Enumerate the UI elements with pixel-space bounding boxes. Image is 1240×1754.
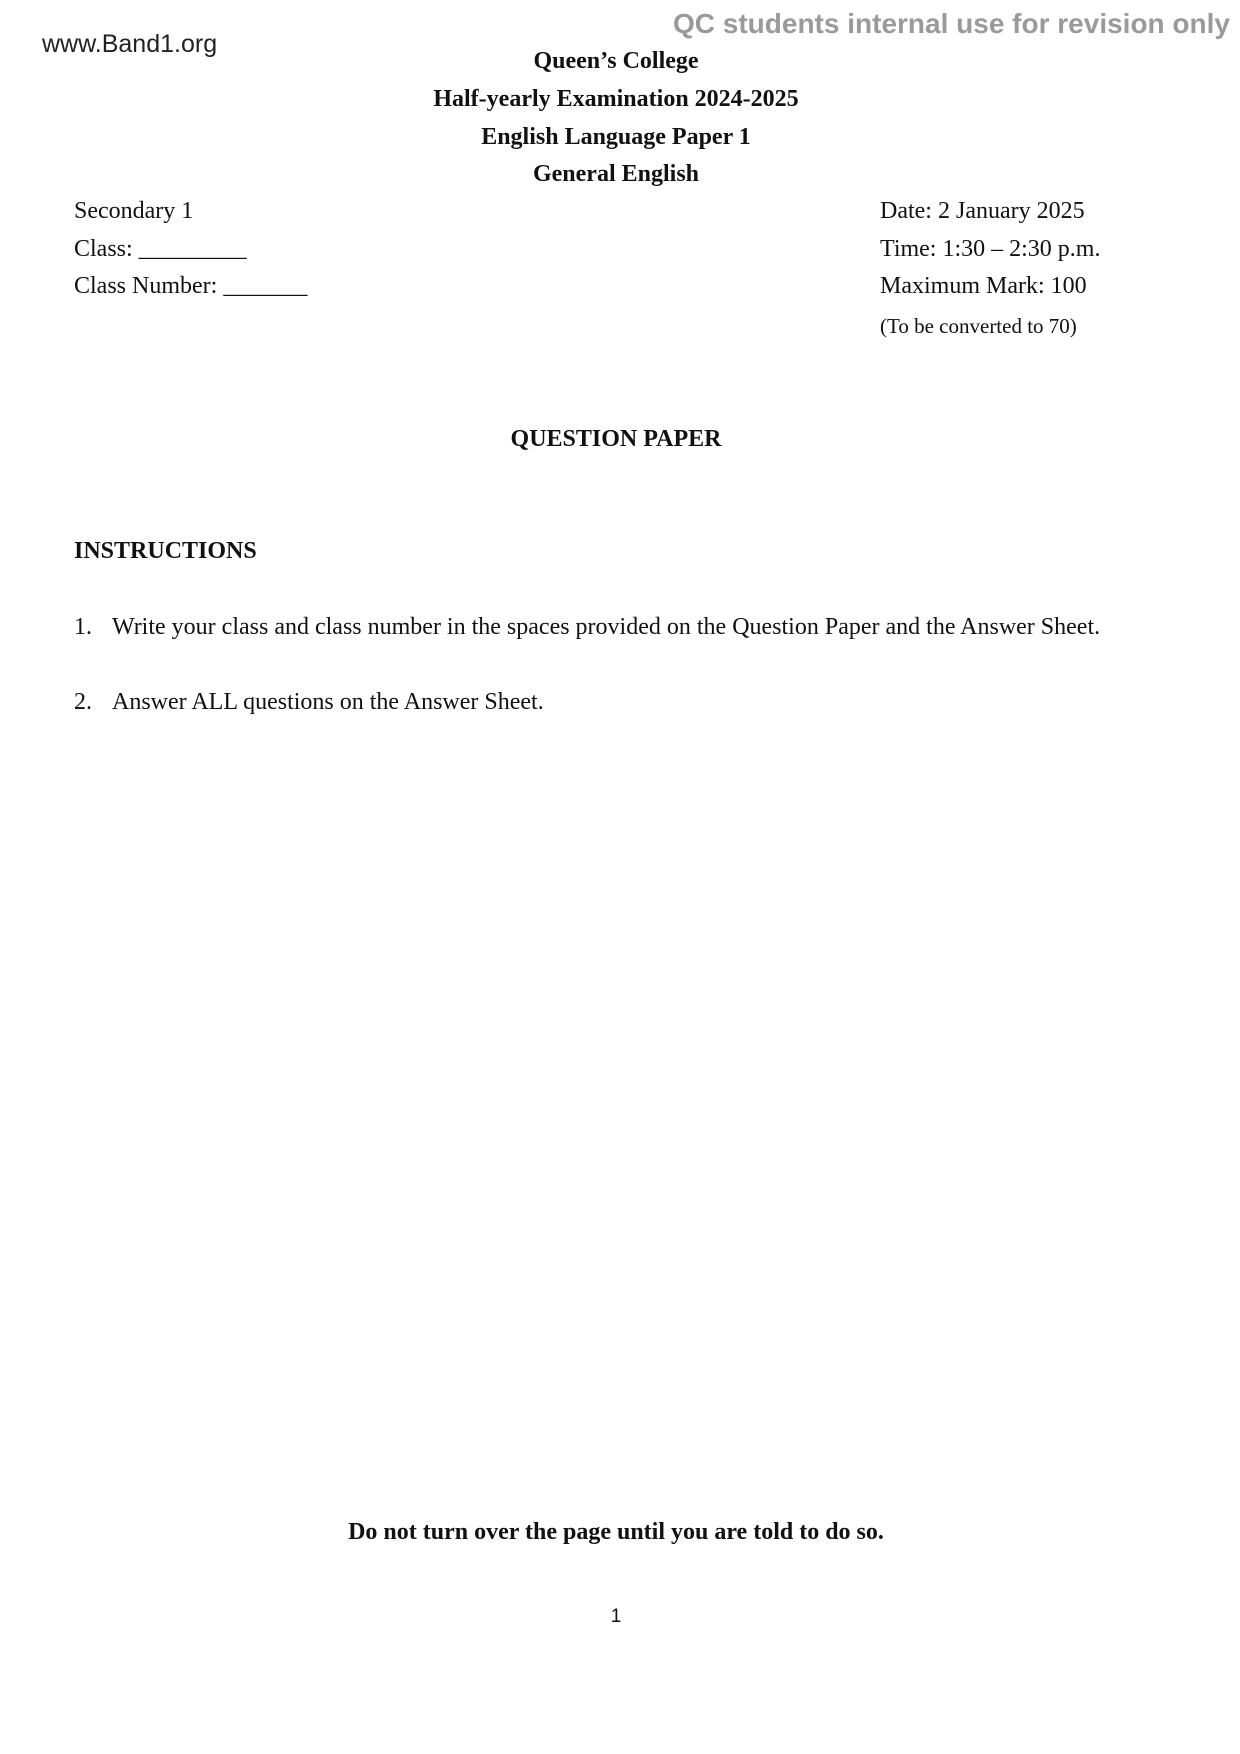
question-paper-heading: QUESTION PAPER <box>510 426 722 452</box>
instruction-number: 2. <box>74 689 92 715</box>
maximum-mark: Maximum Mark: 100 <box>880 273 1087 299</box>
site-watermark-url: www.Band1.org <box>42 30 218 58</box>
exam-date: Date: 2 January 2025 <box>880 198 1085 224</box>
class-number-field: Class Number: _______ <box>74 273 308 299</box>
instruction-text: Answer ALL questions on the Answer Sheet. <box>112 689 544 715</box>
instruction-item <box>74 689 544 716</box>
class-field: Class: _________ <box>74 236 247 262</box>
instruction-item <box>74 614 1100 641</box>
paper-title: English Language Paper 1 <box>481 124 751 150</box>
exam-title: Half-yearly Examination 2024-2025 <box>433 86 799 112</box>
school-name: Queen’s College <box>533 48 699 74</box>
form-level: Secondary 1 <box>74 198 194 224</box>
do-not-turn-warning: Do not turn over the page until you are told to do so. <box>348 1519 884 1545</box>
conversion-note: (To be converted to 70) <box>880 314 1077 338</box>
revision-watermark: QC students internal use for revision only <box>673 8 1230 39</box>
subject-title: General English <box>532 161 700 187</box>
exam-time: Time: 1:30 – 2:30 p.m. <box>880 236 1101 262</box>
instructions-heading: INSTRUCTIONS <box>74 538 257 564</box>
instruction-number: 1. <box>74 614 92 640</box>
page-number: 1 <box>610 1606 622 1627</box>
instruction-text: Write your class and class number in the spaces provided on the Question Paper and the Answer Sheet. <box>112 614 1101 640</box>
